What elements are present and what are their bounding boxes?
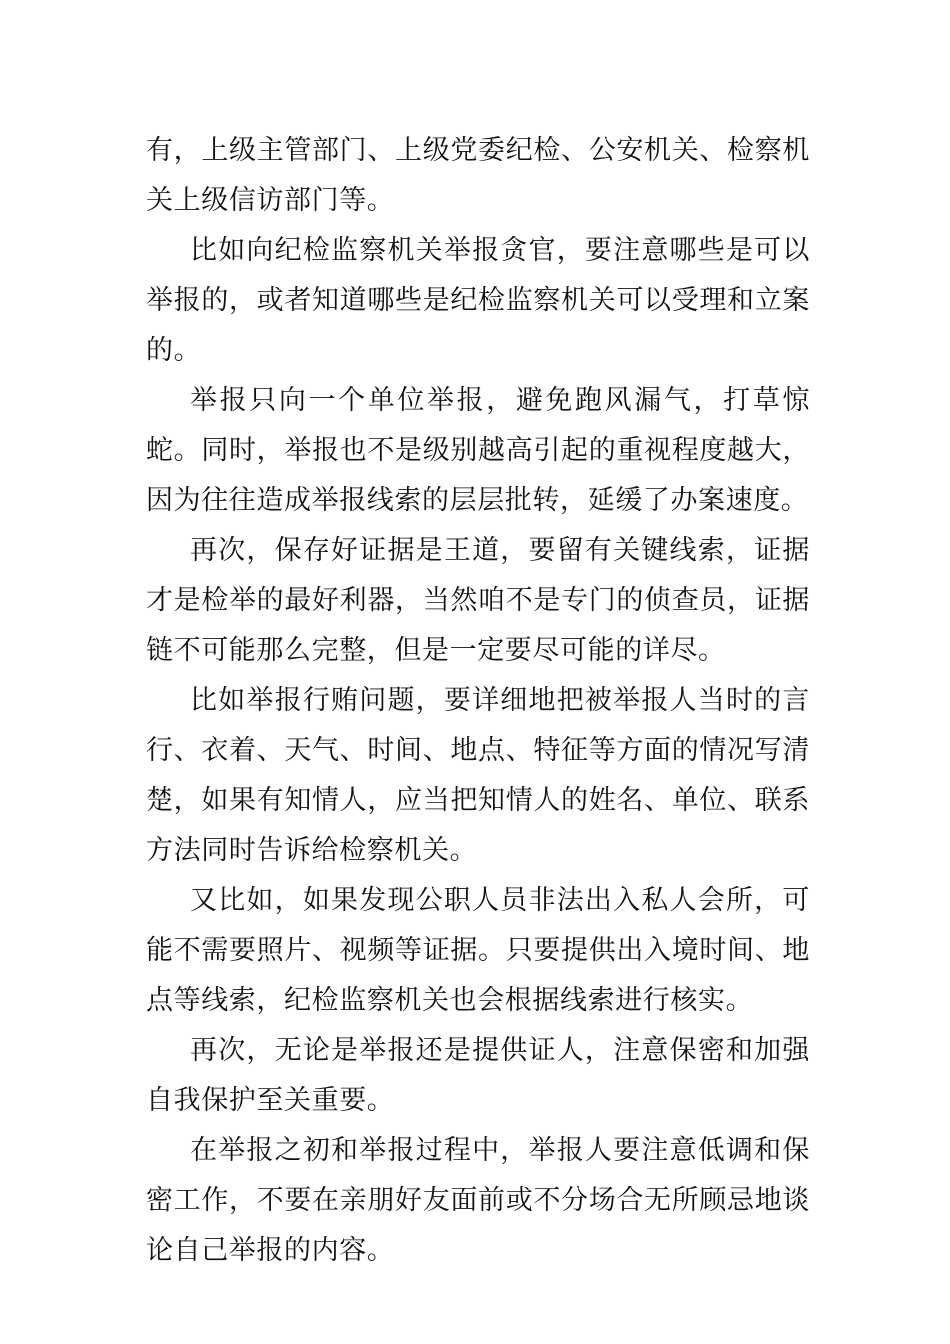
paragraph: 举报只向一个单位举报，避免跑风漏气，打草惊蛇。同时，举报也不是级别越高引起的重视程度越大，因为往往造成举报线索的层层批转，延缓了办案速度。 xyxy=(146,385,810,516)
paragraph: 再次，无论是举报还是提供证人，注意保密和加强自我保护至关重要。 xyxy=(146,1035,810,1116)
paragraph-continuation: 有，上级主管部门、上级党委纪检、公安机关、检察机关上级信访部门等。 xyxy=(146,135,810,216)
paragraph: 又比如，如果发现公职人员非法出入私人会所，可能不需要照片、视频等证据。只要提供出入境时间、地点等线索，纪检监察机关也会根据线索进行核实。 xyxy=(146,885,810,1016)
paragraph: 在举报之初和举报过程中，举报人要注意低调和保密工作，不要在亲朋好友面前或不分场合无所顾忌地谈论自己举报的内容。 xyxy=(146,1135,810,1266)
paragraph: 再次，保存好证据是王道，要留有关键线索，证据才是检举的最好利器，当然咱不是专门的侦查员，证据链不可能那么完整，但是一定要尽可能的详尽。 xyxy=(146,535,810,666)
paragraph: 比如向纪检监察机关举报贪官，要注意哪些是可以举报的，或者知道哪些是纪检监察机关可以受理和立案的。 xyxy=(146,235,810,366)
document-body xyxy=(146,126,810,1276)
paragraph: 比如举报行贿问题，要详细地把被举报人当时的言行、衣着、天气、时间、地点、特征等方面的情况写清楚，如果有知情人，应当把知情人的姓名、单位、联系方法同时告诉给检察机关。 xyxy=(146,685,810,866)
